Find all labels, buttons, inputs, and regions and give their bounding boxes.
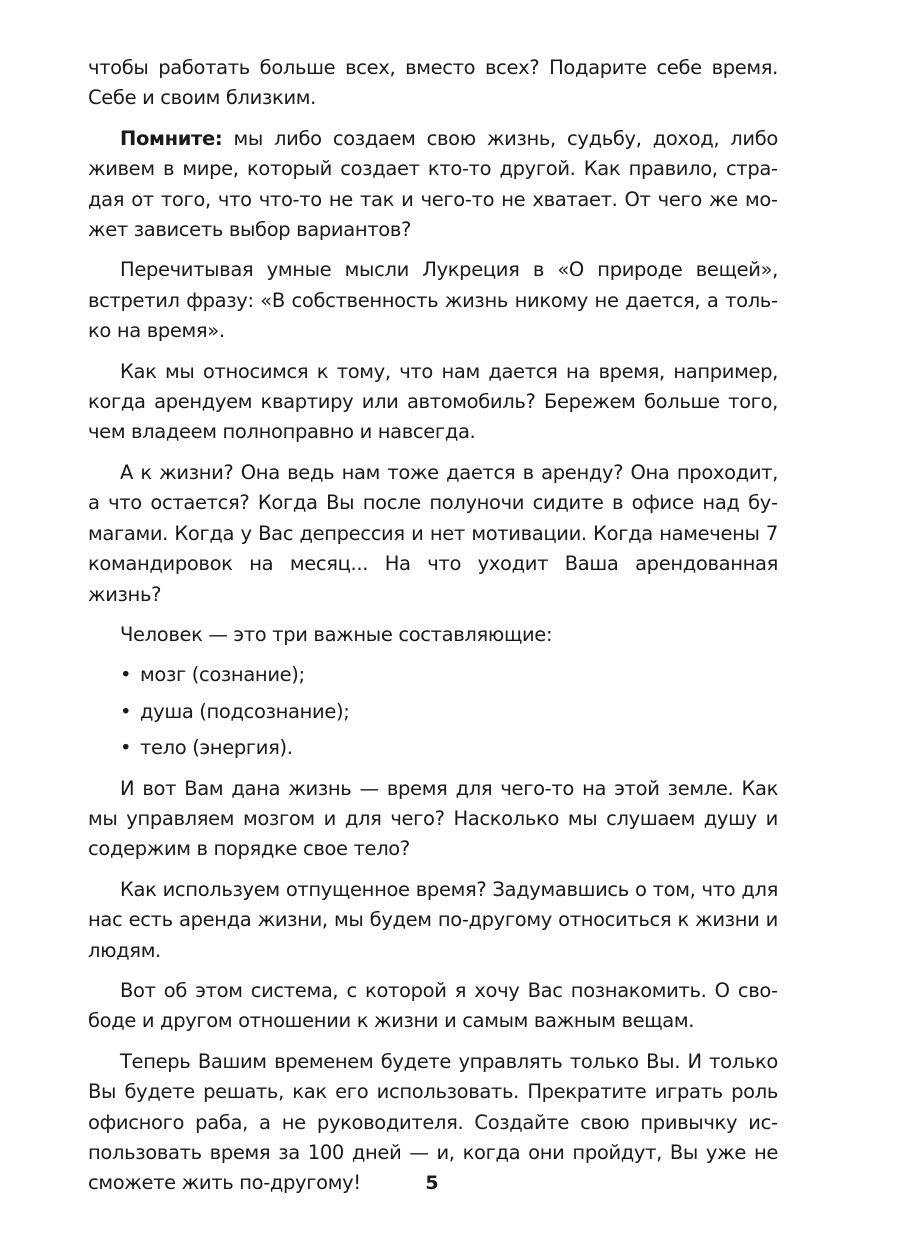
- remember-lead: Помните:: [120, 126, 223, 150]
- paragraph-time-used: Как используем отпущенное время? Задумавшись о том, что для нас есть аренда жизни, мы будем по-другому относиться к жизни и людям.: [88, 877, 778, 962]
- list-item-text: тело (энергия).: [140, 736, 293, 760]
- paragraph-continuation: чтобы работать больше всех, вместо всех? Подарите себе время. Себе и своим близким.: [88, 56, 778, 110]
- components-list: [88, 660, 778, 763]
- list-item-text: душа (подсознание);: [140, 699, 350, 723]
- page-number: 5: [425, 1172, 439, 1194]
- paragraph-remember: [88, 124, 778, 246]
- list-item: [88, 697, 778, 727]
- list-item-text: мозг (сознание);: [140, 663, 305, 687]
- page-body: [88, 53, 778, 1209]
- bullet-icon: •: [120, 663, 132, 687]
- paragraph-life: А к жизни? Она ведь нам тоже дается в аренду? Она проходит, а что остается? Когда Вы после полуночи сидите в офисе над бумагами. Когда у Вас депрессия и нет мотивации. Когда намечены 7 командировок на месяц... На что уходит Ваша арендованная жизнь?: [88, 460, 778, 606]
- paragraph-given-life: И вот Вам дана жизнь — время для чего-то на этой земле. Как мы управляем мозгом и для чего? Насколько мы слушаем душу и содержим в порядке свое тело?: [88, 776, 778, 861]
- paragraph-remember-text: мы либо создаем свою жизнь, судьбу, доход, либо живем в мире, который создает кто-то другой. Как правило, страдая от того, что что-то не так и чего-то не хватает. От чего же может зависеть выбор вариантов?: [88, 126, 778, 242]
- paragraph-rent: Как мы относимся к тому, что нам дается на время, например, когда арендуем квартиру или автомобиль? Бережем больше того, чем владеем полноправно и навсегда.: [88, 359, 778, 444]
- list-item: [88, 660, 778, 690]
- paragraph-now: Теперь Вашим временем будете управлять только Вы. И только Вы будете решать, как его использовать. Прекратите играть роль офисного раба, а не руководителя. Создайте свою привычку использовать время за 100 дней — и, когда они пройдут, Вы уже не сможете жить по-другому!: [88, 1049, 778, 1195]
- paragraph-lucretius: Перечитывая умные мысли Лукреция в «О природе вещей», встретил фразу: «В собственность жизнь никому не дается, а только на время».: [88, 258, 778, 343]
- paragraph-human: Человек — это три важные составляющие:: [120, 622, 553, 646]
- paragraph-system: Вот об этом система, с которой я хочу Вас познакомить. О свободе и другом отношении к жизни и самым важным вещам.: [88, 978, 778, 1033]
- bullet-icon: •: [120, 736, 132, 760]
- bullet-icon: •: [120, 699, 132, 723]
- list-item: [88, 733, 778, 763]
